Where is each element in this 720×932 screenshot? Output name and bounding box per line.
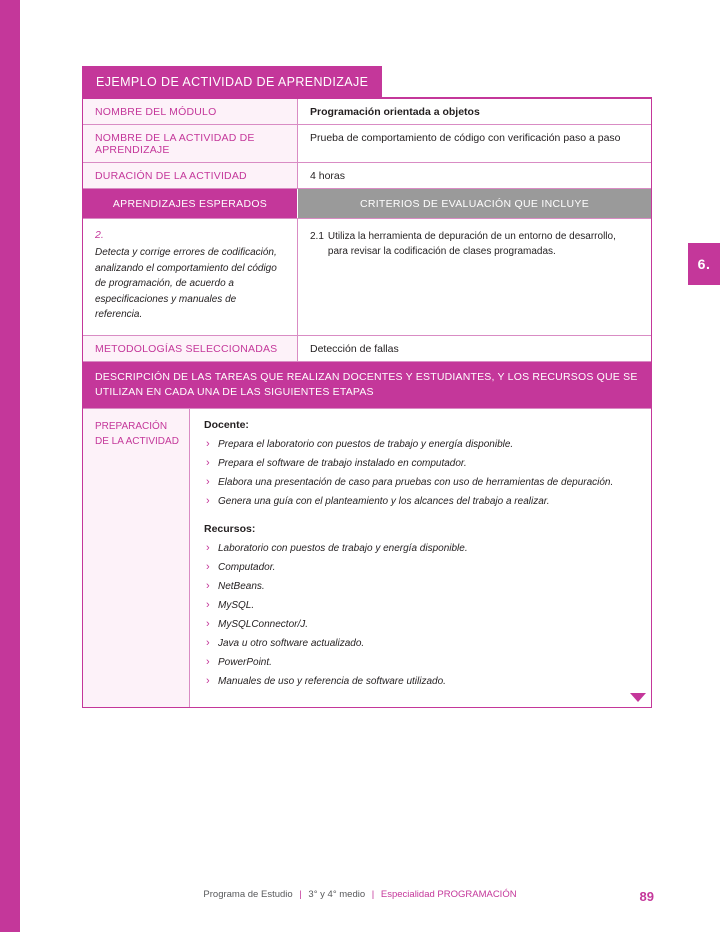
activity-duration-label: DURACIÓN DE LA ACTIVIDAD: [83, 163, 298, 188]
resources-heading: Recursos:: [204, 522, 256, 535]
resources-list: [204, 541, 637, 689]
list-item: › Laboratorio con puestos de trabajo y energía disponible.: [204, 541, 637, 556]
footer: [0, 889, 720, 900]
teacher-task-list: [204, 437, 637, 509]
footer-program-text: Programa de Estudio: [203, 889, 293, 900]
activity-sheet: [82, 66, 654, 708]
learning-outcome-text: Detecta y corrige errores de codificación, analizando el comportamiento del código de programación, de acuerdo a especificaciones y manuales de referencia.: [95, 247, 277, 320]
preparation-row: [83, 409, 651, 707]
footer-specialty-text: Especialidad PROGRAMACIÓN: [380, 889, 517, 900]
preparation-content: [190, 409, 651, 707]
footer-separator: |: [371, 889, 375, 900]
list-item: › Elabora una presentación de caso para pruebas con uso de herramientas de depuración.: [204, 475, 637, 490]
table-row: [83, 125, 651, 163]
module-name-value: Programación orientada a objetos: [310, 106, 480, 118]
left-decorative-bar: [0, 0, 20, 932]
list-item: › NetBeans.: [204, 579, 637, 594]
chevron-down-icon: [630, 693, 646, 702]
learning-outcome-cell: [83, 219, 298, 335]
list-item: › Java u otro software actualizado.: [204, 636, 637, 651]
list-item: › MySQL.: [204, 598, 637, 613]
chapter-side-tab-label: 6.: [697, 256, 711, 272]
list-item: › Computador.: [204, 560, 637, 575]
criterion-item: [310, 229, 637, 259]
activity-table: [82, 97, 652, 708]
evaluation-criteria-header: CRITERIOS DE EVALUACIÓN QUE INCLUYE: [298, 189, 651, 218]
description-band: DESCRIPCIÓN DE LAS TAREAS QUE REALIZAN DOCENTES Y ESTUDIANTES, Y LOS RECURSOS QUE SE UTILIZAN EN CADA UNA DE LAS SIGUIENTES ETAPAS: [83, 362, 651, 409]
footer-level-text: 3° y 4° medio: [308, 889, 366, 900]
section-header-band: [83, 189, 651, 219]
learning-outcome-row: [83, 219, 651, 336]
methodology-value: Detección de fallas: [310, 342, 399, 355]
list-item: › MySQLConnector/J.: [204, 617, 637, 632]
page-number: 89: [639, 889, 654, 904]
activity-name-label: NOMBRE DE LA ACTIVIDAD DE APRENDIZAJE: [83, 125, 298, 162]
evaluation-criteria-cell: [298, 219, 651, 335]
module-name-label: NOMBRE DEL MÓDULO: [83, 99, 298, 124]
criterion-text: Utiliza la herramienta de depuración de un entorno de desarrollo, para revisar la codificación de clases programadas.: [327, 231, 616, 257]
chapter-side-tab: [688, 243, 720, 285]
table-row: [83, 99, 651, 125]
list-item: › Prepara el software de trabajo instalado en computador.: [204, 456, 637, 471]
list-item: › Prepara el laboratorio con puestos de trabajo y energía disponible.: [204, 437, 637, 452]
page-title: EJEMPLO DE ACTIVIDAD DE APRENDIZAJE: [82, 66, 382, 97]
list-item: › PowerPoint.: [204, 655, 637, 670]
table-row: [83, 163, 651, 189]
list-item: › Genera una guía con el planteamiento y los alcances del trabajo a realizar.: [204, 494, 637, 509]
expected-learning-header: APRENDIZAJES ESPERADOS: [83, 189, 298, 218]
teacher-heading: Docente:: [204, 418, 249, 431]
preparation-stage-label: PREPARACIÓN DE LA ACTIVIDAD: [83, 409, 190, 707]
learning-outcome-number: 2.: [95, 229, 104, 241]
table-row: [83, 336, 651, 362]
footer-separator: |: [299, 889, 302, 900]
activity-name-value: Prueba de comportamiento de código con verificación paso a paso: [310, 132, 621, 144]
criterion-number: 2.1: [310, 231, 324, 242]
activity-duration-value: 4 horas: [310, 170, 346, 182]
methodology-label: METODOLOGÍAS SELECCIONADAS: [83, 336, 298, 361]
list-item: › Manuales de uso y referencia de software utilizado.: [204, 674, 637, 689]
